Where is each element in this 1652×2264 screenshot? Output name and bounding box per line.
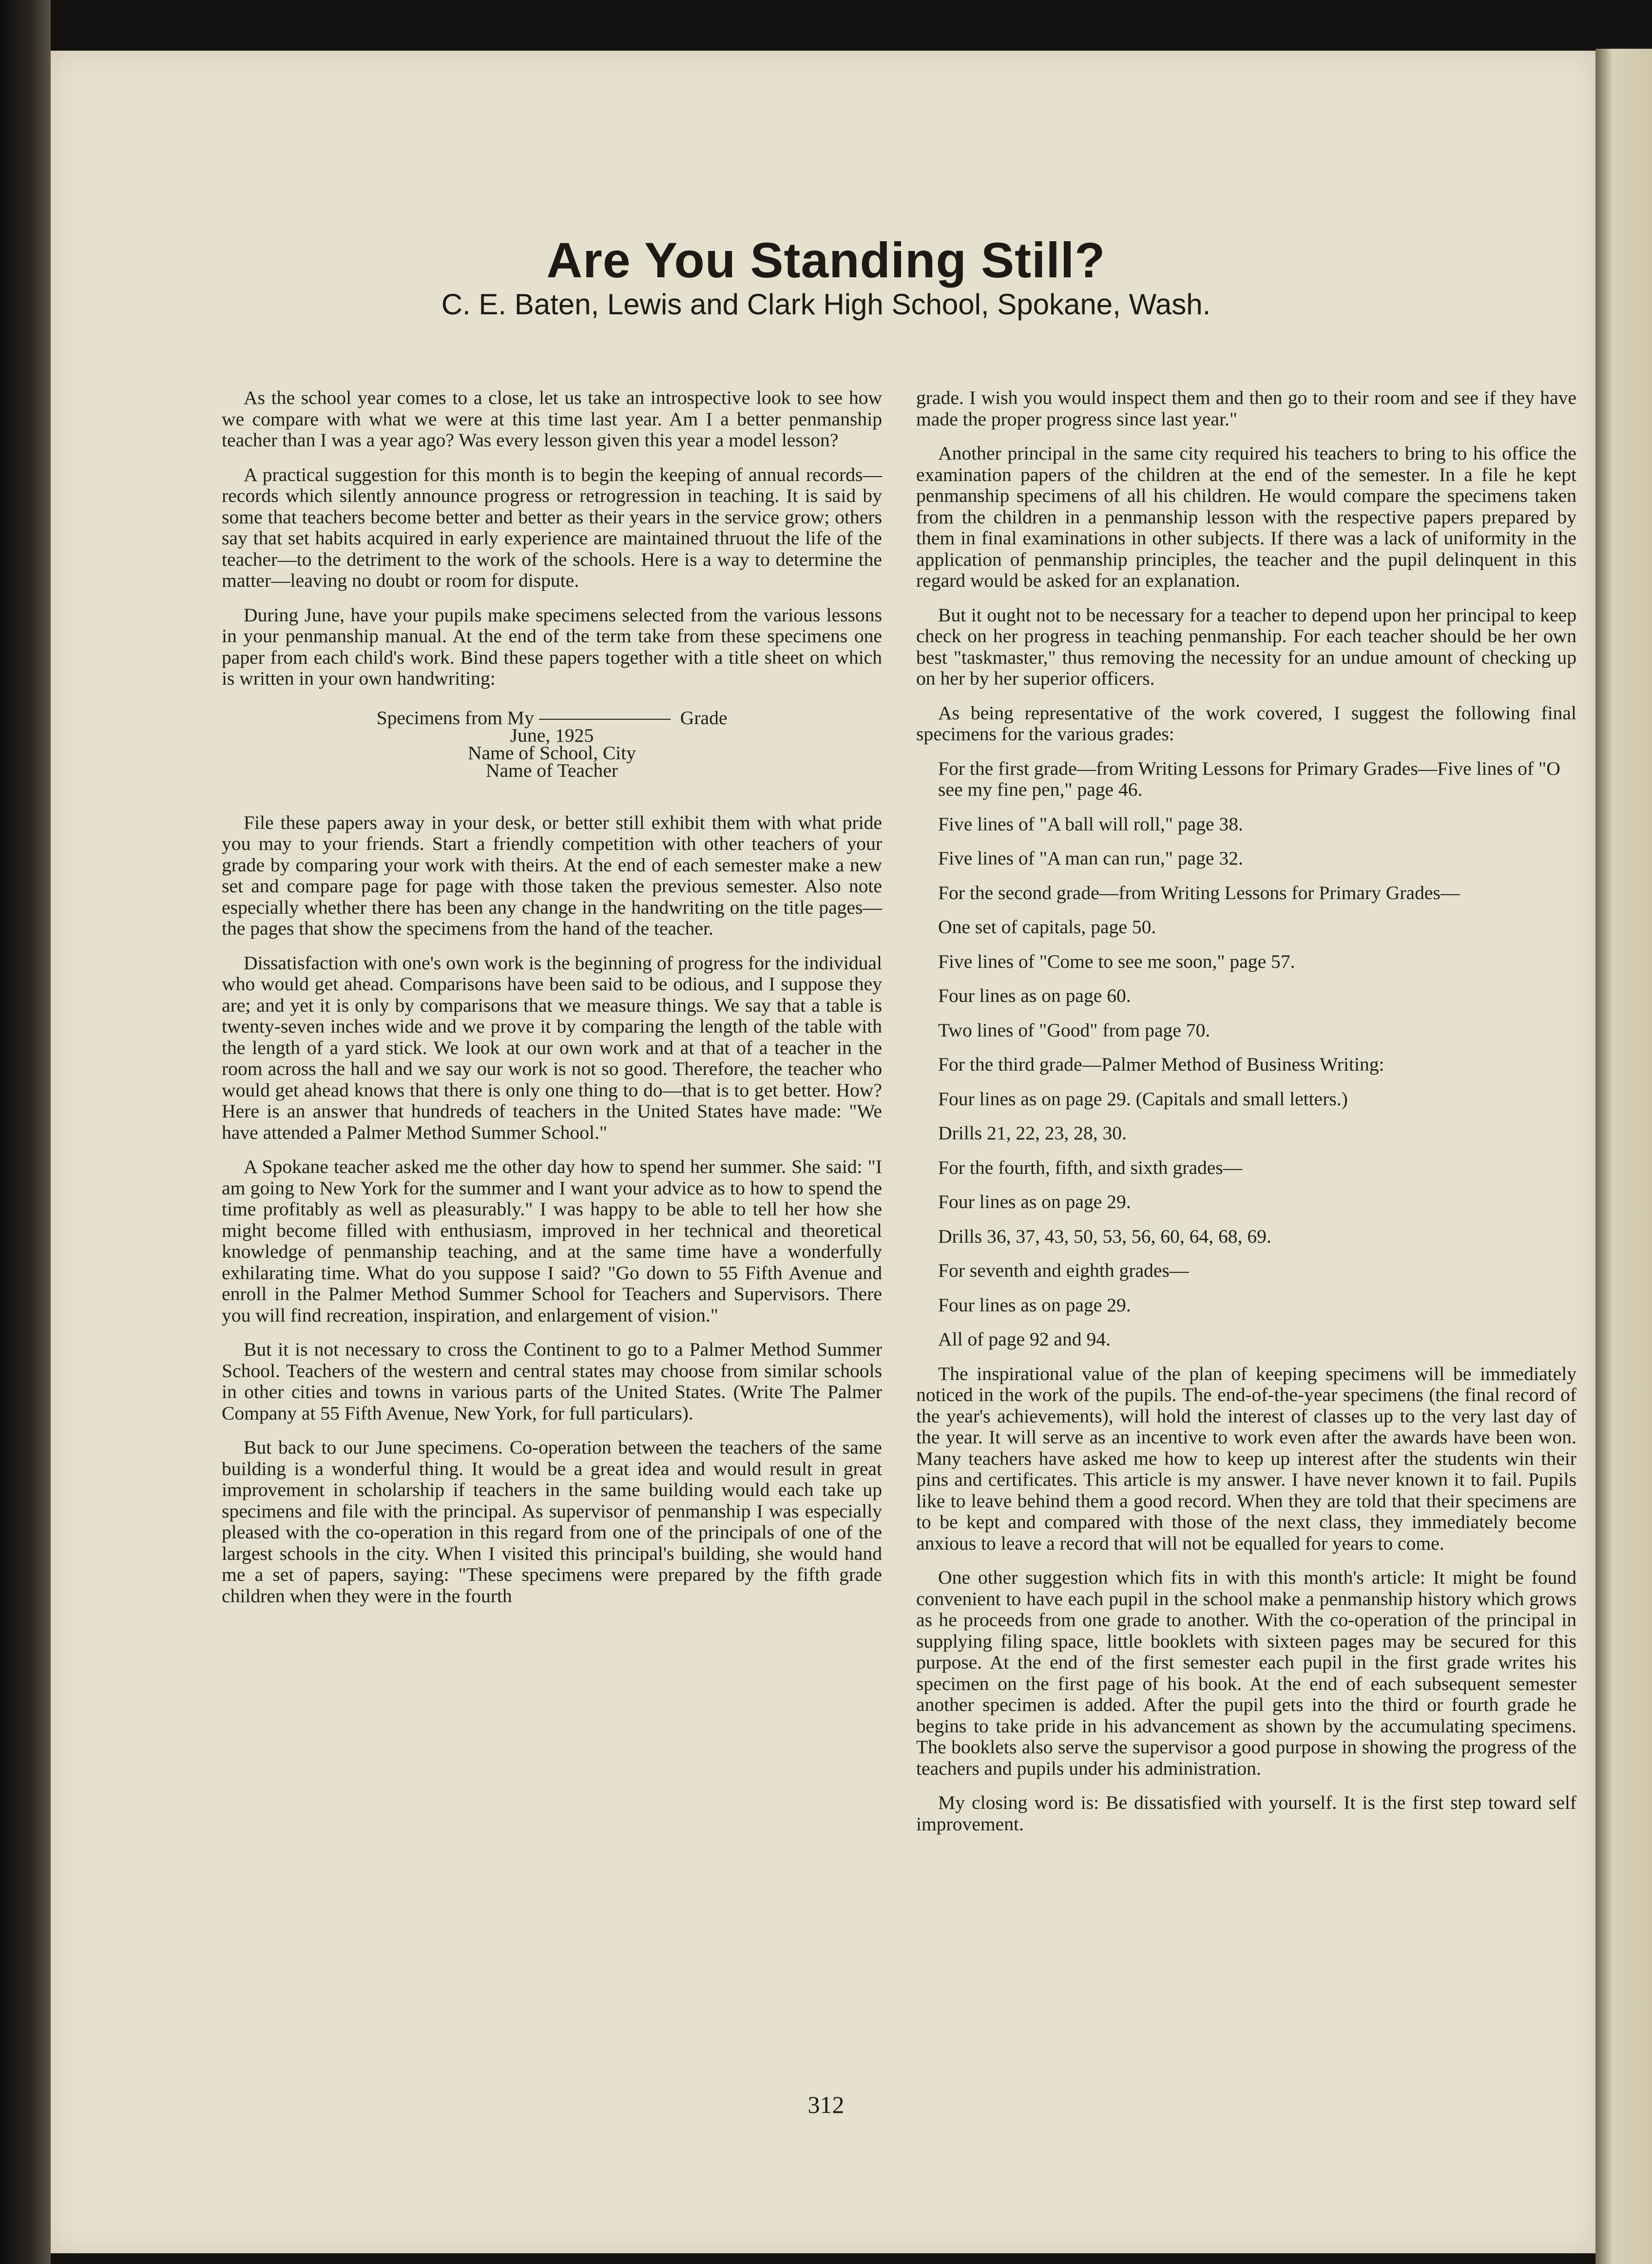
paragraph: File these papers away in your desk, or better still exhibit them with what pride you may to your friends. Start a friendly competition with other teachers of your grade by comparing your work with theirs. At the end of each semester make a new set and compare page for page with those taken the previous semester. Also note especially whether there has been any change in the handwriting on the title pages—the pages that show the specimens from the hand of the teacher. [222,811,882,939]
specimen-line-1 [222,709,882,727]
paragraph: The inspirational value of the plan of keeping specimens will be immediately noticed in the work of the pupils. The end-of-the-year specimens (the final record of the year's achievements), will hold the interest of classes up to the very last day of the year. It will serve as an incentive to work even after the awards have been won. Many teachers have asked me how to keep up interest after the students win their pins and certificates. This article is my answer. I have never known it to fail. Pupils like to leave behind them a good record. When they are told that their specimens are to be kept and compared with those of the next class, they immediately become anxious to leave a record that will not be equalled for years to come. [916,1362,1576,1554]
list-item: All of page 92 and 94. [938,1328,1111,1350]
paragraph: A practical suggestion for this month is to begin the keeping of annual records—records which silently announce progress or retrogression in teaching. It is said by some that teachers become better and better as their years in the service grow; others say that set habits acquired in early experience are maintained thruout the life of the teacher—to the detriment to the work of the schools. Here is a way to determine the matter—leaving no doubt or room for dispute. [222,463,882,591]
list-item: Four lines as on page 29. [938,1191,1131,1212]
specimen-line-1-left: Specimens from My [376,707,534,729]
paragraph: A Spokane teacher asked me the other day how to spend her summer. She said: "I am going to New York for the summer and I want your advice as to how to spend the time profitably as well as pleasurably." I was happy to be able to tell her how she might become filled with enthusiasm, improved in her technical and theoretical knowledge of penmanship teaching, and at the same time have a wonderfully exhilarating time. What do you suppose I said? "Go down to 55 Fifth Avenue and enroll in the Palmer Method Summer School for Teachers and Supervisors. There you will find recreation, inspiration, and enlargement of vision." [222,1156,882,1326]
paragraph: But it ought not to be necessary for a teacher to depend upon her principal to keep check on her progress in teaching penmanship. For each teacher should be her own best "taskmaster," thus removing the necessity for an undue amount of checking up on her by her superior officers. [916,604,1576,689]
article-title: Are You Standing Still? [546,232,1106,288]
list-item: For seventh and eighth grades— [938,1260,1189,1281]
list-item: For the fourth, fifth, and sixth grades— [938,1156,1243,1178]
paragraph: As being representative of the work covered, I suggest the following final specimens for the various grades: [916,702,1576,745]
list-item: One set of capitals, page 50. [938,916,1156,938]
list-item: Drills 36, 37, 43, 50, 53, 56, 60, 64, 68, 69. [938,1225,1271,1247]
paragraph: grade. I wish you would inspect them and then go to their room and see if they have made the proper progress since last year." [916,387,1576,430]
specimen-title-sheet [222,709,882,779]
list-item: For the first grade—from Writing Lessons for Primary Grades—Five lines of "O see my fine pen," page 46. [938,757,1560,800]
list-item: Five lines of "A ball will roll," page 38. [938,813,1243,835]
paragraph: As the school year comes to a close, let us take an introspective look to see how we compare with what we were at this time last year. Am I a better penmanship teacher than I was a year ago? Was every lesson given this year a model lesson? [222,387,882,451]
paragraph: Another principal in the same city required his teachers to bring to his office the examination papers of the children at the end of the semester. In a file he kept penmanship specimens of all his children. He would compare the specimens taken from the children in a penmanship lesson with the respective papers prepared by them in final examinations in other subjects. If there was a lack of uniformity in the application of penmanship principles, the teacher and the pupil delinquent in this regard would be asked for an explanation. [916,442,1576,591]
list-item: For the second grade—from Writing Lessons for Primary Grades— [938,882,1460,903]
adjacent-page-edge [1595,49,1652,2264]
page-number: 312 [807,2091,845,2118]
specimen-list [916,758,1576,1350]
list-item: Four lines as on page 60. [938,985,1131,1006]
paragraph: But back to our June specimens. Co-operation between the teachers of the same building is a wonderful thing. It would be a great idea and would result in great improvement in scholarship if teachers in the same building would each take up specimens and file with the principal. As supervisor of penmanship I was especially pleased with the co-operation in this regard from one of the principals of one of the largest schools in the city. When I visited this principal's building, she would hand me a set of papers, saying: "These specimens were prepared by the fifth grade children when they were in the fourth [222,1437,882,1607]
specimen-teacher: Name of Teacher [485,759,618,781]
paragraph: My closing word is: Be dissatisfied with yourself. It is the first step toward self improvement. [916,1792,1576,1835]
paragraph: But it is not necessary to cross the Continent to go to a Palmer Method Summer School. Teachers of the western and central states may choose from similar schools in other cities and towns in various parts of the United States. (Write The Palmer Company at 55 Fifth Avenue, New York, for full particulars). [222,1339,882,1424]
list-item: For the third grade—Palmer Method of Business Writing: [938,1054,1384,1075]
book-gutter [0,0,51,2264]
article-byline: C. E. Baten, Lewis and Clark High School, Spokane, Wash. [441,288,1211,321]
list-item: Five lines of "A man can run," page 32. [938,847,1243,869]
left-column [222,387,882,1620]
specimen-date: June, 1925 [510,724,594,746]
specimen-school: Name of School, City [467,742,636,764]
list-item: Drills 21, 22, 23, 28, 30. [938,1122,1127,1144]
paragraph: During June, have your pupils make specimens selected from the various lessons in your penmanship manual. At the end of the term take from these specimens one paper from each child's work. Bind these papers together with a title sheet on which is written in your own handwriting: [222,604,882,689]
list-item: Two lines of "Good" from page 70. [938,1019,1210,1041]
list-item: Four lines as on page 29. (Capitals and small letters.) [938,1088,1348,1110]
grade-blank-rule [539,719,671,720]
paragraph: One other suggestion which fits in with this month's article: It might be found convenient to have each pupil in the school make a penmanship history which grows as he proceeds from one grade to another. With the co-operation of the principal in supplying filing space, little booklets with sixteen pages may be secured for this purpose. At the end of the first semester each pupil in the first grade writes his specimen on the first page of his book. At the end of each subsequent semester another specimen is added. After the pupil gets into the third or fourth grade he begins to take pride in his advancement as shown by the accumulating specimens. The booklets also serve the supervisor a good purpose in showing the progress of the teachers and pupils under his administration. [916,1567,1576,1779]
right-column [916,387,1576,1848]
specimen-line-1-right: Grade [680,707,728,729]
paragraph: Dissatisfaction with one's own work is the beginning of progress for the individual who would get ahead. Comparisons have been said to be odious, and I suppose they are; and yet it is only by comparisons that we measure things. We say that a table is twenty-seven inches wide and we prove it by comparing the length of the table with the length of a yard stick. We look at our own work and at that of a teacher in the room across the hall and we say our work is not so good. Therefore, the teacher who would get ahead knows that there is only one thing to do—that is to get better. How? Here is an answer that hundreds of teachers in the United States have made: "We have attended a Palmer Method Summer School." [222,952,882,1143]
list-item: Five lines of "Come to see me soon," page 57. [938,950,1295,972]
list-item: Four lines as on page 29. [938,1294,1131,1316]
